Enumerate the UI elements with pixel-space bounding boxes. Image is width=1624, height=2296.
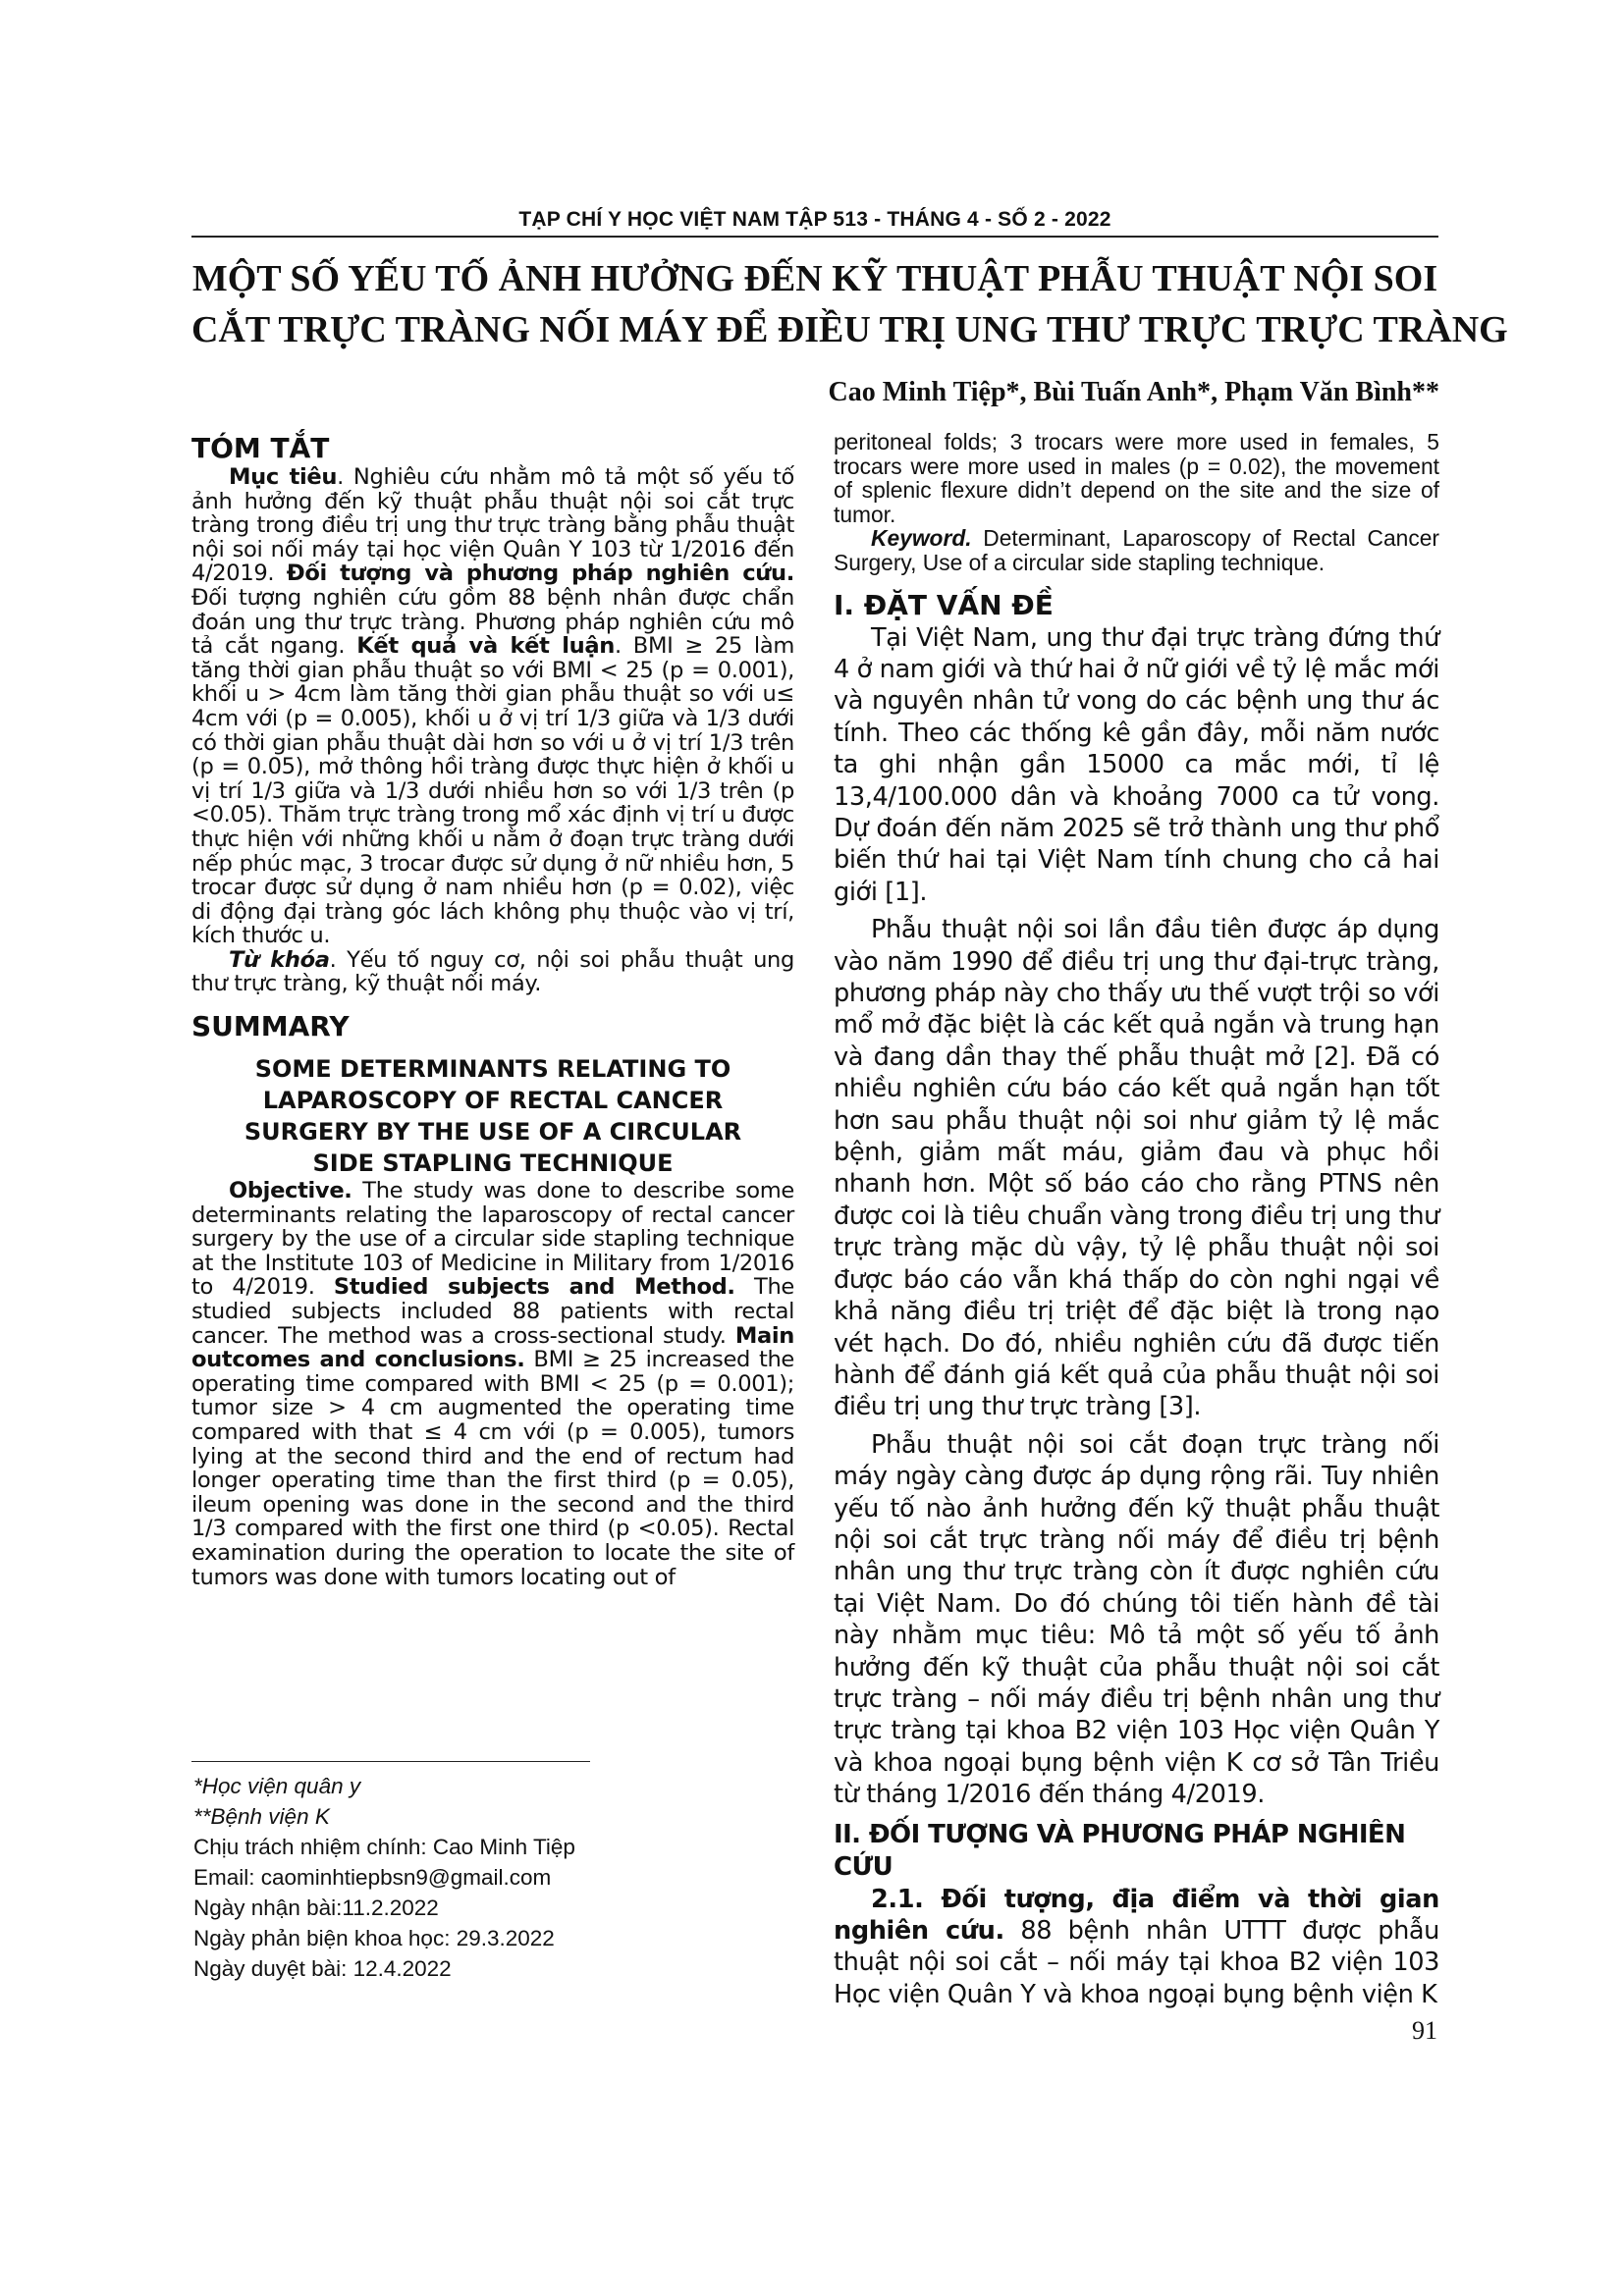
summary-title-line: SURGERY BY THE USE OF A CIRCULAR [244,1118,742,1147]
section-2-1-text: 88 bệnh nhân UTTT được phẫu thuật nội soi cắt – nối máy tại khoa B2 viện 103 Học viện Quân Y và khoa ngoại bụng bệnh viện K [834,1916,1440,2009]
header-rule [191,236,1438,238]
date-received: Ngày nhận bài:11.2.2022 [193,1896,439,1920]
affiliation-1: *Học viện quân y [193,1774,361,1798]
title-line-1: MỘT SỐ YẾU TỐ ẢNH HƯỞNG ĐẾN KỸ THUẬT PHẪU THUẬT NỘI SOI [191,258,1438,299]
page-number: 91 [1412,2016,1437,2045]
date-reviewed: Ngày phản biện khoa học: 29.3.2022 [193,1926,555,1950]
summary-title-line: SIDE STAPLING TECHNIQUE [312,1149,674,1178]
summary-title-line: SOME DETERMINANTS RELATING TO [254,1055,731,1084]
journal-header: TẠP CHÍ Y HỌC VIỆT NAM TẬP 513 - THÁNG 4 - SỐ 2 - 2022 [518,208,1111,231]
method-label-en: Studied subjects and Method. [333,1274,735,1301]
objective-label-vn: Mục tiêu [229,464,338,490]
objective-text-en: The study was done to describe some determinants relating the laparoscopy of rectal cancer surgery by the use of a circular side stapling technique at the Institute 103 of Medicine in Military from 1/2016 to 4/2019. [191,1178,794,1301]
summary-heading: SUMMARY [191,1010,350,1043]
section-2-1-label: 2.1. Đối tượng, địa điểm và thời gian nghiên cứu. [834,1884,1439,1946]
results-text-vn: . BMI ≥ 25 làm tăng thời gian phẫu thuật so với BMI < 25 (p = 0.001), khối u > 4cm làm tăng thời gian phẫu thuật so với u≤ 4cm với (p = 0.005), khối u ở vị trí 1/3 giữa và 1/3 dưới có thời gian phẫu thuật dài hơn so với u ở vị trí 1/3 trên (p = 0.05), mở thông hồi tràng được thực hiện ở khối u vị trí 1/3 giữa và 1/3 dưới nhiều hơn so với 1/3 trên (p <0.05). Thăm trực tràng trong mổ xác định vị trí u được thực hiện với những khối u nằm ở đoạn trực tràng dưới nếp phúc mạc, 3 trocar được sử dụng ở nữ nhiều hơn, 5 trocar được sử dụng ở nam nhiều hơn (p = 0.02), việc di động đại tràng góc lách không phụ thuộc vào vị trí, kích thước u. [191,633,794,949]
right-column [834,430,1439,2010]
date-accepted: Ngày duyệt bài: 12.4.2022 [193,1956,452,1981]
keywords-text-vn: . Yếu tố nguy cơ, nội soi phẫu thuật ung thư trực tràng, kỹ thuật nối máy. [191,946,794,997]
summary-title-line: LAPAROSCOPY OF RECTAL CANCER [262,1087,724,1115]
summary-body [191,1179,794,1589]
summary-continuation: peritoneal folds; 3 trocars were more used in females, 5 trocars were more used in males (p = 0.02), the movement of splenic flexure didn’t depend on the site and the size of tumor. [834,429,1439,527]
left-column [191,430,794,1589]
method-text-vn: Đối tượng nghiên cứu gồm 88 bệnh nhân được chẩn đoán ung thư trực tràng. Phương pháp nghiên cứu mô tả cắt ngang. [191,584,794,660]
section-2-heading: II. ĐỐI TƯỢNG VÀ PHƯƠNG PHÁP NGHIÊN CỨU [834,1819,1406,1882]
abstract-vn-heading: TÓM TẮT [191,432,330,464]
corresponding-author: Chịu trách nhiệm chính: Cao Minh Tiệp [193,1835,575,1859]
method-text-en: The studied subjects included 88 patients with rectal cancer. The method was a cross-sectional study. [191,1274,794,1349]
objective-label-en: Objective. [229,1178,352,1204]
affiliation-2: **Bệnh viện K [193,1804,330,1829]
section-1-heading: I. ĐẶT VẤN ĐỀ [834,588,1054,621]
footnote-rule [191,1761,590,1762]
keyword-label-en: Keyword. [871,525,972,552]
footnotes [193,1771,783,1984]
method-label-vn: Đối tượng và phương pháp nghiên cứu. [286,561,794,587]
email: Email: caominhtiepbsn9@gmail.com [193,1865,552,1890]
summary-title [191,1053,794,1179]
abstract-vn-body [191,465,794,948]
keywords-label-vn: Từ khóa [229,946,330,973]
outcomes-label-en: Main outcomes and conclusions. [191,1322,794,1373]
keywords-vn [191,948,794,996]
keyword-text-en: Determinant, Laparoscopy of Rectal Cancer Surgery, Use of a circular side stapling technique. [834,525,1439,575]
section-1-para-2: Phẫu thuật nội soi lần đầu tiên được áp dụng vào năm 1990 để điều trị ung thư đại-trực tràng, phương pháp này cho thấy ưu thế vượt trội so với mổ mở đặc biệt là các kết quả ngắn và trung hạn và đang dần thay thế phẫu thuật mở [2]. Đã có nhiều nghiên cứu báo cáo kết quả ngắn hạn tốt hơn sau phẫu thuật nội soi như giảm tỷ lệ mắc bệnh, giảm mất máu, giảm đau và phục hồi nhanh hơn. Một số báo cáo cho rằng PTNS nên được coi là tiêu chuẩn vàng trong điều trị ung thư trực tràng mặc dù vậy, tỷ lệ phẫu thuật nội soi được báo cáo vẫn khá thấp do còn nghi ngại về khả năng điều trị triệt để đặc biệt là trong nạo vét hạch. Do đó, nhiều nghiên cứu đã được tiến hành để đánh giá kết quả của phẫu thuật nội soi điều trị ung thư trực tràng [3]. [834,915,1439,1422]
title-line-2: CẮT TRỰC TRÀNG NỐI MÁY ĐỂ ĐIỀU TRỊ UNG THƯ TRỰC TRỰC TRÀNG [191,309,1508,350]
keyword-en [834,526,1439,574]
section-1-para-1: Tại Việt Nam, ung thư đại trực tràng đứng thứ 4 ở nam giới và thứ hai ở nữ giới về tỷ lệ mắc mới và nguyên nhân tử vong do các bệnh ung thư ác tính. Theo các thống kê gần đây, mỗi năm nước ta ghi nhận gần 15000 ca mắc mới, tỉ lệ 13,4/100.000 dân và khoảng 7000 ca tử vong. Dự đoán đến năm 2025 sẽ trở thành ung thư phổ biến thứ hai tại Việt Nam tính chung cho cả hai giới [1]. [834,622,1439,907]
author-list: Cao Minh Tiệp*, Bùi Tuấn Anh*, Phạm Văn Bình** [828,377,1439,407]
section-1-para-3: Phẫu thuật nội soi cắt đoạn trực tràng nối máy ngày càng được áp dụng rộng rãi. Tuy nhiên yếu tố nào ảnh hưởng đến kỹ thuật phẫu thuật nội soi cắt trực tràng nối máy để điều trị bệnh nhân ung thư trực tràng còn ít được nghiên cứu tại Việt Nam. Do đó chúng tôi tiến hành đề tài này nhằm mục tiêu: Mô tả một số yếu tố ảnh hưởng đến kỹ thuật của phẫu thuật nội soi cắt trực tràng – nối máy điều trị bệnh nhân ung thư trực tràng tại khoa B2 viện 103 Học viện Quân Y và khoa ngoại bụng bệnh viện K cơ sở Tân Triều từ tháng 1/2016 đến tháng 4/2019. [834,1429,1439,1810]
article-title [191,253,1508,355]
outcomes-text-en: BMI ≥ 25 increased the operating time compared with BMI < 25 (p = 0.001); tumor size > 4 cm augmented the operating time compared with that ≤ 4 cm với (p = 0.005), tumors lying at the second third and the end of rectum had longer operating time than the first third (p = 0.05), ileum opening was done in the second and the third 1/3 compared with the first one third (p <0.05). Rectal examination during the operation to locate the site of tumors was done with tumors locating out of [191,1347,794,1590]
results-label-vn: Kết quả và kết luận [356,633,615,660]
objective-text-vn: . Nghiêu cứu nhằm mô tả một số yếu tố ảnh hưởng đến kỹ thuật phẫu thuật nội soi cắt trực tràng trong điều trị ung thư trực tràng bằng phẫu thuật nội soi nối máy tại học viện Quân Y 103 từ 1/2016 đến 4/2019. [191,464,794,587]
section-2-1 [834,1884,1439,2011]
